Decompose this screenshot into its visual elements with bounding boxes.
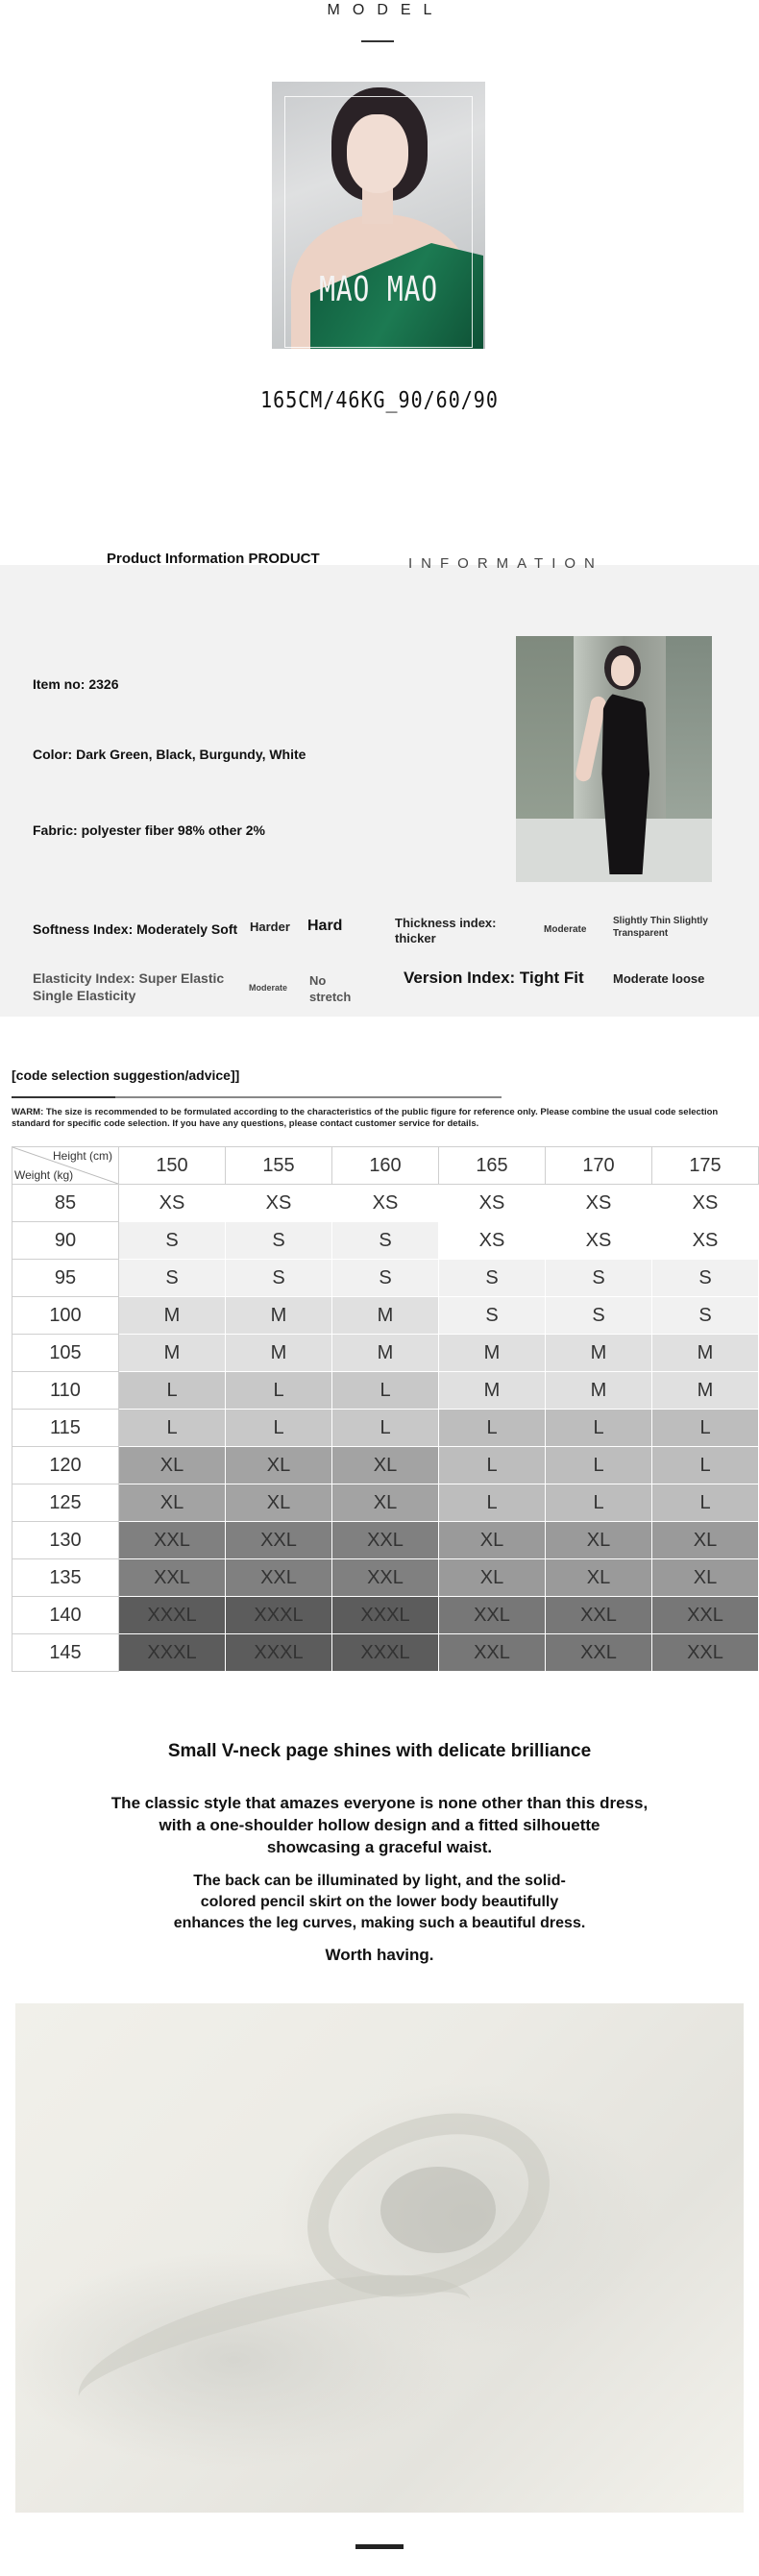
size-cell: XL [226,1447,332,1484]
description-line: The back can be illuminated by light, and the solid- [193,1873,566,1889]
size-cell: M [439,1372,546,1410]
elasticity-index: Elasticity Index: Super Elastic Single Elasticity [33,970,225,1003]
elasticity-moderate: Moderate [249,983,288,993]
size-cell: S [226,1222,332,1260]
size-cell: XS [439,1222,546,1260]
size-cell: XL [119,1447,226,1484]
size-cell: M [652,1335,759,1372]
bottom-divider [355,2544,404,2549]
size-cell: XS [546,1222,652,1260]
size-cell: XS [652,1185,759,1222]
weight-cell: 145 [12,1634,119,1672]
weight-cell: 95 [12,1260,119,1297]
size-cell: XXL [439,1597,546,1634]
size-cell: L [439,1447,546,1484]
size-chart-row [12,1410,759,1447]
item-number: Item no: 2326 [33,676,119,692]
height-header: 150 [119,1147,226,1185]
model-face-small [611,655,634,686]
size-chart-row [12,1522,759,1559]
size-cell: S [439,1260,546,1297]
size-cell: M [226,1297,332,1335]
weight-cell: 115 [12,1410,119,1447]
size-cell: XXL [226,1559,332,1597]
size-cell: S [546,1260,652,1297]
size-cell: XXL [119,1522,226,1559]
info-title: Product Information PRODUCT [107,551,320,567]
size-guide-heading: [code selection suggestion/advice]] [12,1067,240,1083]
info-heading: INFORMATION [408,555,603,572]
size-cell: XL [546,1522,652,1559]
description-line: The classic style that amazes everyone is none other than this dress, [110,1794,649,1812]
size-cell: XS [226,1185,332,1222]
size-chart-row [12,1297,759,1335]
size-cell: L [332,1372,439,1410]
size-cell: S [332,1260,439,1297]
size-chart-row [12,1559,759,1597]
size-cell: S [119,1260,226,1297]
color-list: Color: Dark Green, Black, Burgundy, White [33,747,306,762]
size-chart-row [12,1447,759,1484]
fabric-photo [15,2003,744,2513]
size-chart-row [12,1484,759,1522]
fabric-composition: Fabric: polyester fiber 98% other 2% [33,822,265,838]
size-cell: XXL [439,1634,546,1672]
size-cell: M [226,1335,332,1372]
size-cell: L [226,1410,332,1447]
description-closing: Worth having. [325,1946,434,1964]
size-cell: XS [119,1185,226,1222]
size-cell: XXL [332,1522,439,1559]
fabric-fold [380,2167,496,2253]
thickness-options: Slightly Thin Slightly Transparent [613,916,708,939]
size-cell: XXXL [332,1634,439,1672]
size-guide-rule-accent [12,1096,115,1098]
size-cell: XS [652,1222,759,1260]
size-cell: S [332,1222,439,1260]
size-cell: L [652,1484,759,1522]
size-cell: XS [332,1185,439,1222]
size-cell: XL [652,1559,759,1597]
size-cell: XXL [226,1522,332,1559]
size-cell: XXXL [226,1634,332,1672]
size-chart-row [12,1634,759,1672]
height-header: 155 [226,1147,332,1185]
size-cell: XXL [119,1559,226,1597]
size-cell: XXL [546,1634,652,1672]
weight-cell: 100 [12,1297,119,1335]
size-cell: S [439,1297,546,1335]
size-cell: XXXL [226,1597,332,1634]
size-cell: L [119,1410,226,1447]
elasticity-no-stretch: No stretch [309,973,352,1004]
weight-cell: 85 [12,1185,119,1222]
size-cell: XS [546,1185,652,1222]
size-cell: M [332,1297,439,1335]
size-cell: XL [652,1522,759,1559]
softness-index: Softness Index: Moderately Soft [33,921,238,937]
size-cell: XL [119,1484,226,1522]
description-paragraph-2 [0,1871,759,1934]
softness-harder: Harder [250,920,290,934]
weight-cell: 105 [12,1335,119,1372]
size-cell: L [119,1372,226,1410]
thickness-moderate: Moderate [544,924,587,935]
height-header: 175 [652,1147,759,1185]
size-cell: M [439,1335,546,1372]
size-chart-corner [12,1147,119,1185]
size-cell: XXXL [119,1634,226,1672]
weight-cell: 110 [12,1372,119,1410]
height-header: 165 [439,1147,546,1185]
size-cell: S [652,1297,759,1335]
model-photo [272,82,485,349]
model-heading: MODEL [327,2,445,18]
size-cell: L [546,1484,652,1522]
description-line: colored pencil skirt on the lower body beautifully [200,1894,559,1910]
height-header: 160 [332,1147,439,1185]
weight-cell: 90 [12,1222,119,1260]
size-cell: XL [439,1522,546,1559]
size-cell: M [119,1297,226,1335]
size-cell: L [332,1410,439,1447]
size-cell: M [332,1335,439,1372]
size-cell: XL [226,1484,332,1522]
weight-label: Weight (kg) [14,1168,74,1182]
size-cell: L [652,1410,759,1447]
size-chart-row [12,1335,759,1372]
size-cell: XXL [332,1559,439,1597]
size-chart-row [12,1185,759,1222]
size-cell: M [652,1372,759,1410]
model-stats: 165CM/46KG_90/60/90 [260,386,499,413]
size-chart-header-row [12,1147,759,1185]
size-cell: XL [546,1559,652,1597]
photo-frame [284,96,473,348]
version-moderate-loose: Moderate loose [613,971,705,986]
size-cell: L [439,1410,546,1447]
description-line: enhances the leg curves, making such a beautiful dress. [173,1915,586,1931]
size-cell: XL [439,1559,546,1597]
thickness-index: Thickness index: thicker [395,916,497,945]
weight-cell: 135 [12,1559,119,1597]
version-index: Version Index: Tight Fit [404,969,584,987]
brand-watermark: MAO MAO [319,270,438,309]
size-chart-row [12,1260,759,1297]
weight-cell: 140 [12,1597,119,1634]
softness-hard: Hard [307,918,343,934]
size-cell: M [119,1335,226,1372]
size-cell: XXXL [332,1597,439,1634]
size-cell: L [439,1484,546,1522]
size-cell: L [546,1410,652,1447]
size-cell: M [546,1335,652,1372]
weight-cell: 130 [12,1522,119,1559]
size-chart-row [12,1372,759,1410]
size-cell: S [119,1222,226,1260]
size-cell: XXXL [119,1597,226,1634]
size-cell: XL [332,1484,439,1522]
size-cell: XS [439,1185,546,1222]
size-cell: XXL [652,1597,759,1634]
description-line: showcasing a graceful waist. [266,1838,493,1856]
size-chart-row [12,1222,759,1260]
model-divider [361,40,394,42]
size-guide-warning: WARM: The size is recommended to be formulated according to the characteristics of the public figure for reference only. Please combine the usual code selection standard for specific code selection. If you have any questions, please contact customer service for details. [12,1107,719,1129]
size-cell: L [546,1447,652,1484]
size-chart-row [12,1597,759,1634]
description-line: with a one-shoulder hollow design and a fitted silhouette [159,1816,600,1834]
size-chart [12,1146,759,1672]
height-header: 170 [546,1147,652,1185]
weight-cell: 120 [12,1447,119,1484]
size-cell: L [226,1372,332,1410]
height-label: Height (cm) [52,1149,112,1163]
size-cell: M [546,1372,652,1410]
size-cell: L [652,1447,759,1484]
description-title: Small V-neck page shines with delicate brilliance [167,1741,592,1761]
weight-cell: 125 [12,1484,119,1522]
size-cell: XXL [546,1597,652,1634]
size-cell: S [652,1260,759,1297]
size-cell: S [546,1297,652,1335]
size-cell: XL [332,1447,439,1484]
size-cell: S [226,1260,332,1297]
size-cell: XXL [652,1634,759,1672]
dress-photo [516,636,712,882]
description-paragraph-1 [0,1792,759,1858]
